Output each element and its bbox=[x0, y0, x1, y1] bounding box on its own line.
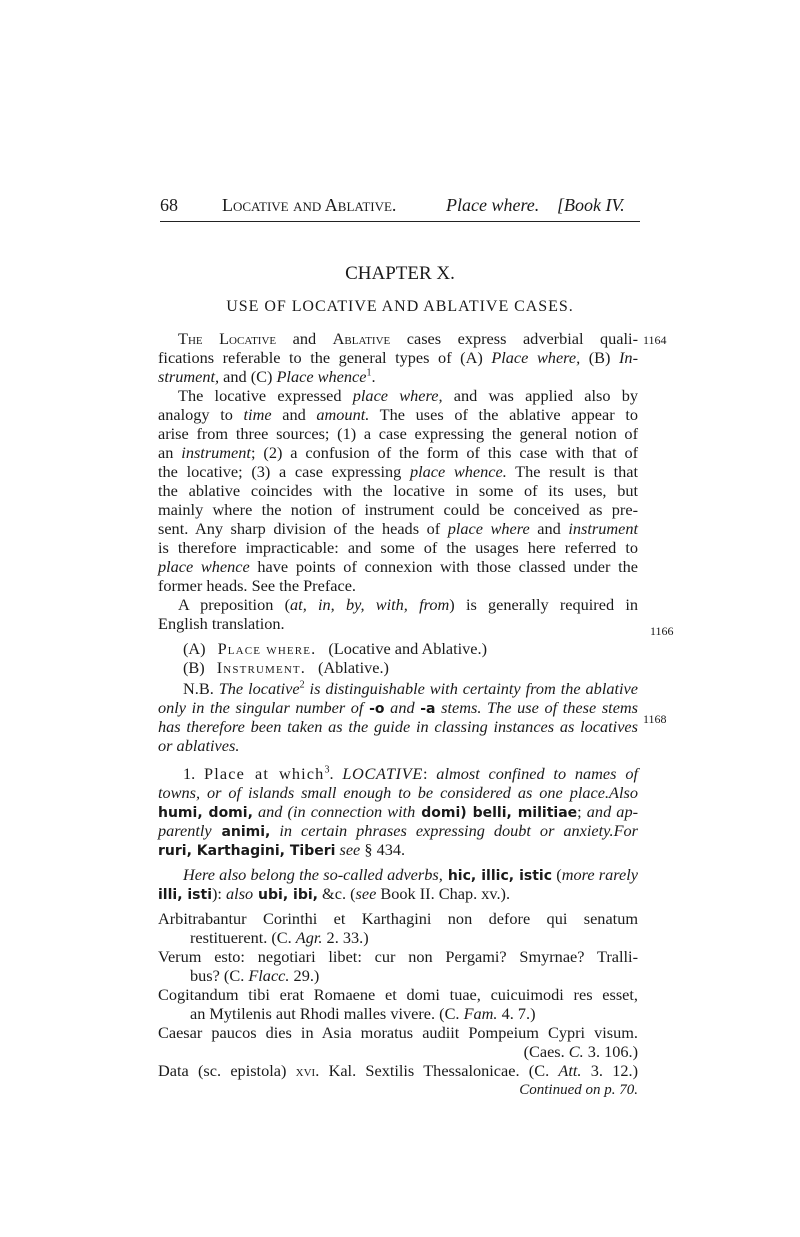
italic-run: The locative bbox=[218, 679, 300, 698]
italic-run: in connection with bbox=[292, 802, 416, 821]
text-run: ; bbox=[577, 802, 587, 821]
italic-run: in certain phrases expressing doubt or anxiety. bbox=[270, 821, 614, 840]
text-run: Book II. Chap. xv.). bbox=[376, 884, 511, 903]
example-line bbox=[158, 1062, 638, 1080]
italic-run: Here also belong the so-called adverbs, bbox=[183, 865, 443, 884]
text-run: (Caes. bbox=[523, 1042, 569, 1061]
italic-run: is distinguishable with certainty from the ablative bbox=[304, 679, 638, 698]
italic-run: amount. bbox=[316, 405, 370, 424]
bold-run: animi, bbox=[211, 824, 271, 840]
italic-run: Also bbox=[609, 783, 638, 802]
book-reference-text: [Book IV. bbox=[557, 195, 625, 215]
italic-run: In- bbox=[619, 348, 638, 367]
text-run: . bbox=[329, 764, 343, 783]
text-run: 4. 7.) bbox=[497, 1004, 536, 1023]
text-run: ( bbox=[552, 865, 562, 884]
italic-run: place where, bbox=[352, 386, 443, 405]
text-run: 3. 12.) bbox=[581, 1061, 639, 1080]
bold-run: belli, militiae bbox=[472, 805, 578, 821]
text-run: and bbox=[529, 519, 569, 538]
book-reference bbox=[557, 194, 625, 216]
italic-run: time bbox=[243, 405, 272, 424]
text-line: former heads. See the Preface. bbox=[158, 576, 356, 595]
citation-work: C. bbox=[568, 1042, 584, 1061]
text-line bbox=[158, 699, 638, 718]
footnote-marker: 3 bbox=[324, 764, 330, 776]
bold-run: hic, illic, istic bbox=[442, 868, 553, 884]
continued-text: Continued on p. 70. bbox=[519, 1082, 638, 1098]
list-label: (A) bbox=[183, 639, 206, 658]
term-locative: The Locative bbox=[178, 329, 277, 348]
text-run: 3. 106.) bbox=[583, 1042, 638, 1061]
example-line bbox=[190, 929, 369, 947]
italic-run: place where bbox=[447, 519, 530, 538]
example-line bbox=[524, 1043, 638, 1061]
running-title: Locative and Ablative. bbox=[222, 195, 397, 215]
text-run: and was applied also by bbox=[442, 386, 638, 405]
section-heading: Place at which bbox=[204, 764, 325, 783]
running-subject bbox=[446, 194, 539, 216]
text-run: 29.) bbox=[289, 966, 320, 985]
text-run: an bbox=[158, 443, 182, 462]
text-line: the ablative coincides with the locative in some of its uses, but bbox=[158, 481, 638, 500]
margin-number: 1166 bbox=[650, 624, 674, 638]
text-line bbox=[158, 737, 239, 755]
footnote-marker: 2 bbox=[299, 679, 305, 691]
text-run: bus? (C. bbox=[190, 966, 249, 985]
text-run: fications referable to the general types of (A) bbox=[158, 348, 492, 367]
italic-run: has therefore been taken as the guide in classing instances as locatives bbox=[158, 717, 638, 736]
text-run: the locative; (3) a case expressing bbox=[158, 462, 410, 481]
text-run: The locative expressed bbox=[178, 386, 353, 405]
text-run: sent. Any sharp division of the heads of bbox=[158, 519, 448, 538]
text-line bbox=[158, 406, 638, 424]
text-line bbox=[158, 444, 638, 462]
text-line bbox=[178, 596, 638, 614]
text-run: and bbox=[276, 329, 333, 348]
citation-work: Att. bbox=[558, 1061, 582, 1080]
example-line bbox=[190, 967, 319, 985]
text-run: ; (2) a confusion of the form of this case with that of bbox=[250, 443, 639, 462]
text-line bbox=[183, 680, 638, 698]
italic-run: Place whence bbox=[276, 367, 367, 386]
page-number: 68 bbox=[160, 195, 178, 215]
section-number: 1. bbox=[183, 764, 196, 783]
italic-run: and ap- bbox=[586, 802, 639, 821]
text-run: The result is that bbox=[506, 462, 638, 481]
text-line bbox=[158, 784, 638, 802]
text-run: an Mytilenis aut Rhodi malles vivere. (C. bbox=[190, 1004, 464, 1023]
example-line bbox=[190, 1005, 535, 1023]
term-ablative: Ablative bbox=[332, 329, 391, 348]
chapter-title: CHAPTER X. bbox=[345, 263, 455, 284]
list-note: (Locative and Ablative.) bbox=[328, 639, 488, 658]
date-numeral: xvi. bbox=[295, 1061, 320, 1080]
italic-run: For bbox=[613, 821, 639, 840]
italic-run: parently bbox=[158, 821, 212, 840]
italic-run: more rarely bbox=[561, 865, 638, 884]
italic-run: see bbox=[335, 840, 361, 859]
margin-number: 1168 bbox=[643, 712, 667, 726]
text-run: 2. 33.) bbox=[322, 928, 369, 947]
text-line bbox=[178, 387, 638, 405]
bold-run: ubi, ibi, bbox=[253, 887, 318, 903]
italic-run: place whence. bbox=[409, 462, 507, 481]
header-rule bbox=[160, 221, 640, 222]
text-line bbox=[158, 558, 638, 576]
bold-run: -a bbox=[420, 701, 436, 717]
text-run: restituerent. (C. bbox=[190, 928, 296, 947]
list-item-b bbox=[183, 659, 389, 677]
list-item-a bbox=[183, 640, 487, 658]
text-run: and bbox=[271, 405, 317, 424]
italic-run: instrument bbox=[568, 519, 638, 538]
italic-run: strument, bbox=[158, 367, 220, 386]
example-line: Arbitrabantur Corinthi et Karthagini non defore qui senatum bbox=[158, 909, 638, 928]
bold-run: ruri, Karthagini, Tiberi bbox=[158, 843, 336, 859]
text-line: is therefore impracticable: and some of the usages here referred to bbox=[158, 538, 638, 557]
text-run: analogy to bbox=[158, 405, 244, 424]
running-subject-text: Place where. bbox=[446, 195, 540, 215]
italic-run: stems. The use of these stems bbox=[435, 698, 639, 717]
text-line bbox=[178, 330, 638, 348]
bold-run: illi, isti bbox=[158, 887, 213, 903]
bold-run: domi) bbox=[415, 805, 473, 821]
text-run: § 434. bbox=[360, 840, 406, 859]
text-run: Data (sc. epistola) bbox=[158, 1061, 296, 1080]
text-line bbox=[158, 841, 405, 860]
citation-work: Agr. bbox=[295, 928, 323, 947]
text-line bbox=[158, 368, 376, 386]
italic-run: see bbox=[355, 884, 377, 903]
text-line bbox=[183, 765, 638, 783]
footnote-marker: 1 bbox=[366, 367, 372, 379]
continued-note bbox=[519, 1081, 638, 1099]
citation-work: Fam. bbox=[463, 1004, 498, 1023]
text-run: Kal. Sextilis Thessalonicae. (C. bbox=[319, 1061, 559, 1080]
italic-run: also bbox=[226, 884, 254, 903]
text-run: ) is generally required in bbox=[449, 595, 639, 614]
text-line bbox=[158, 803, 638, 822]
text-run: cases express adverbial quali- bbox=[390, 329, 638, 348]
text-run: &c. ( bbox=[317, 884, 356, 903]
text-run: A preposition ( bbox=[178, 595, 291, 614]
italic-run: and ( bbox=[252, 802, 293, 821]
italic-run: almost confined to names of bbox=[436, 764, 638, 783]
text-run: have points of connexion with those classed under the bbox=[249, 557, 638, 576]
margin-number: 1164 bbox=[643, 333, 667, 347]
text-run: (B) bbox=[580, 348, 620, 367]
list-head: Place where. bbox=[217, 639, 317, 658]
italic-run: or ablatives. bbox=[158, 736, 240, 755]
case-name: LOCATIVE bbox=[342, 764, 423, 783]
italic-run: towns, or of islands small enough to be considered as one place. bbox=[158, 783, 610, 802]
text-line bbox=[158, 885, 510, 904]
text-run: N.B. bbox=[183, 679, 219, 698]
text-line bbox=[183, 866, 638, 885]
italic-run: at, in, by, with, from bbox=[290, 595, 450, 614]
text-line bbox=[158, 463, 638, 481]
chapter-subtitle: USE OF LOCATIVE AND ABLATIVE CASES. bbox=[226, 298, 574, 315]
example-line: Caesar paucos dies in Asia moratus audiit Pompeium Cypri visum. bbox=[158, 1023, 638, 1042]
text-line bbox=[158, 718, 638, 736]
text-line bbox=[158, 822, 638, 841]
italic-run: and bbox=[384, 698, 421, 717]
text-line: arise from three sources; (1) a case expressing the general notion of bbox=[158, 424, 638, 443]
bold-run: humi, domi, bbox=[158, 805, 253, 821]
italic-run: place whence bbox=[158, 557, 250, 576]
citation-work: Flacc. bbox=[248, 966, 290, 985]
list-label: (B) bbox=[183, 658, 205, 677]
text-line bbox=[158, 520, 638, 538]
italic-run: instrument bbox=[181, 443, 251, 462]
list-head: Instrument. bbox=[216, 658, 306, 677]
example-line: Verum esto: negotiari libet: cur non Pergami? Smyrnae? Tralli- bbox=[158, 947, 638, 966]
example-line: Cogitandum tibi erat Romaene et domi tuae, cuicuimodi res esset, bbox=[158, 985, 638, 1004]
text-run: and (C) bbox=[219, 367, 277, 386]
italic-run: Place where, bbox=[491, 348, 581, 367]
bold-run: -o bbox=[369, 701, 385, 717]
text-run: The uses of the ablative appear to bbox=[369, 405, 638, 424]
text-line: mainly where the notion of instrument could be conceived as pre- bbox=[158, 500, 638, 519]
italic-run: only in the singular number of bbox=[158, 698, 370, 717]
text-line bbox=[158, 349, 638, 367]
text-run: ): bbox=[212, 884, 227, 903]
text-line: English translation. bbox=[158, 614, 285, 633]
text-run: . bbox=[371, 367, 376, 386]
text-run: : bbox=[422, 764, 437, 783]
list-note: (Ablative.) bbox=[317, 658, 389, 677]
